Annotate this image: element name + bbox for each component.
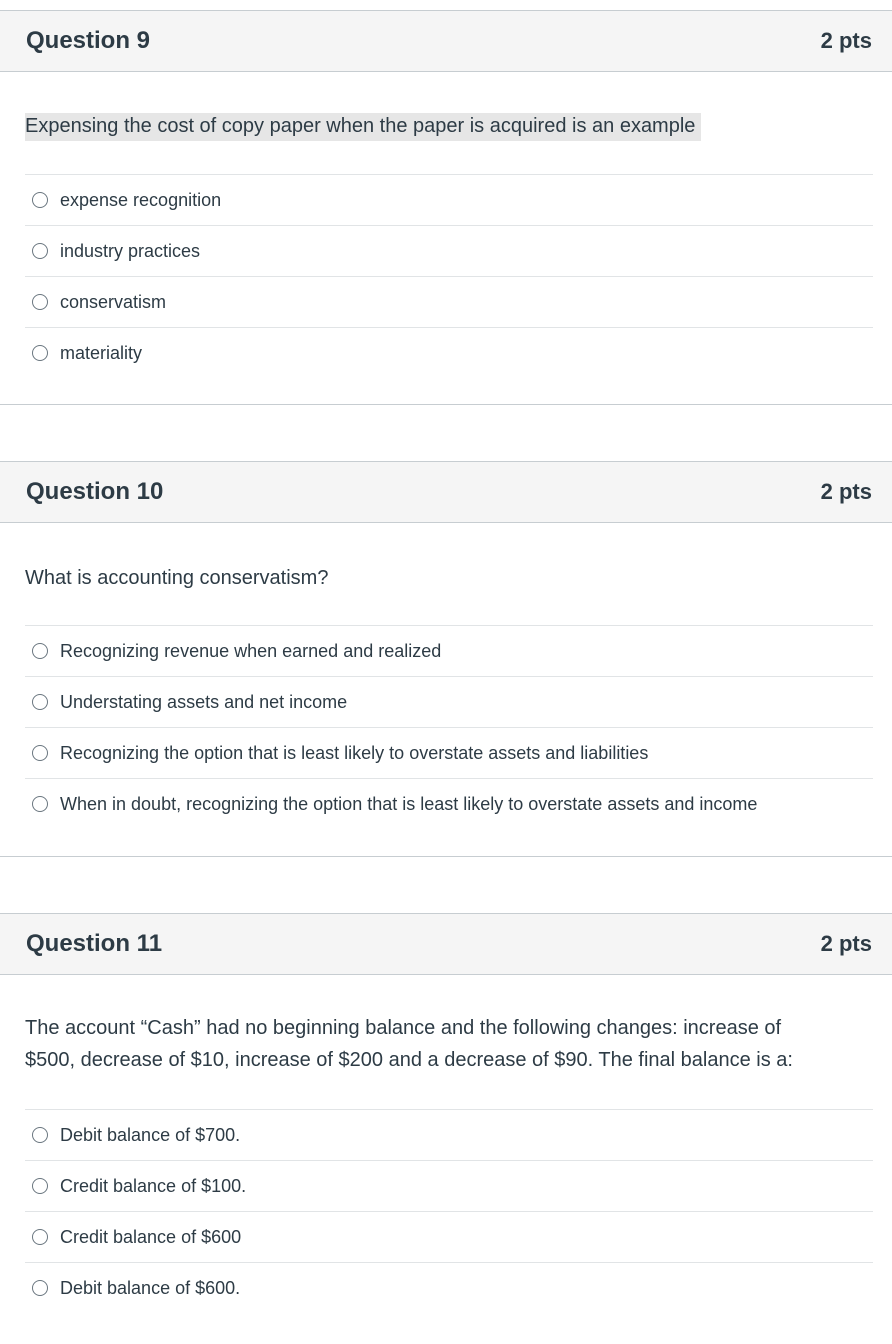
answer-label: Credit balance of $100. (60, 1175, 247, 1196)
answer-label: Debit balance of $700. (60, 1124, 241, 1145)
radio-button-icon[interactable] (32, 294, 48, 310)
answer-option[interactable] (25, 1211, 873, 1262)
answer-label: Debit balance of $600. (60, 1277, 241, 1298)
answer-option[interactable] (25, 327, 873, 378)
question-body (0, 523, 892, 829)
answer-option[interactable] (25, 1262, 873, 1313)
radio-button-icon[interactable] (32, 192, 48, 208)
question-body (0, 72, 892, 378)
answer-option[interactable] (25, 625, 873, 676)
answer-option[interactable] (25, 676, 873, 727)
highlighted-question-text: Expensing the cost of copy paper when the paper is acquired is an example (25, 113, 701, 141)
question-points: 2 pts (820, 931, 872, 956)
question-title: Question 11 (26, 930, 163, 957)
answer-label: Recognizing revenue when earned and realized (60, 640, 442, 661)
answer-option[interactable] (25, 225, 873, 276)
answer-option[interactable] (25, 1109, 873, 1160)
radio-button-icon[interactable] (32, 345, 48, 361)
answer-option[interactable] (25, 276, 873, 327)
answer-label: Recognizing the option that is least likely to overstate assets and liabilities (60, 742, 649, 763)
question-header (0, 11, 892, 72)
answer-label: conservatism (60, 291, 167, 312)
answer-option[interactable] (25, 727, 873, 778)
answer-label: Understating assets and net income (60, 691, 348, 712)
radio-button-icon[interactable] (32, 694, 48, 710)
question-points: 2 pts (820, 28, 872, 53)
radio-button-icon[interactable] (32, 796, 48, 812)
question-header (0, 914, 892, 975)
radio-button-icon[interactable] (32, 1178, 48, 1194)
question-title: Question 10 (26, 478, 164, 505)
question-text (25, 975, 873, 1109)
question-header (0, 462, 892, 523)
answer-option[interactable] (25, 778, 873, 829)
question-text-line: $500, decrease of $10, increase of $200 and a decrease of $90. The final balance is a: (25, 1049, 793, 1071)
answer-label: industry practices (60, 240, 201, 261)
question-9 (0, 10, 892, 405)
question-body (0, 975, 892, 1313)
answer-list (25, 174, 873, 378)
radio-button-icon[interactable] (32, 1229, 48, 1245)
answer-option[interactable] (25, 174, 873, 225)
question-text (25, 72, 873, 174)
answer-option[interactable] (25, 1160, 873, 1211)
answer-list (25, 625, 873, 829)
radio-button-icon[interactable] (32, 243, 48, 259)
answer-label: materiality (60, 342, 143, 363)
radio-button-icon[interactable] (32, 1280, 48, 1296)
radio-button-icon[interactable] (32, 1127, 48, 1143)
question-title: Question 9 (26, 27, 151, 54)
question-11 (0, 913, 892, 1344)
answer-label: Credit balance of $600 (60, 1226, 242, 1247)
answer-list (25, 1109, 873, 1313)
question-10 (0, 461, 892, 857)
radio-button-icon[interactable] (32, 643, 48, 659)
question-text-line: The account “Cash” had no beginning balance and the following changes: increase of (25, 1017, 782, 1039)
answer-label: expense recognition (60, 189, 222, 210)
radio-button-icon[interactable] (32, 745, 48, 761)
question-text: What is accounting conservatism? (25, 567, 329, 589)
answer-label: When in doubt, recognizing the option that is least likely to overstate assets and income (60, 793, 758, 814)
question-points: 2 pts (820, 479, 872, 504)
